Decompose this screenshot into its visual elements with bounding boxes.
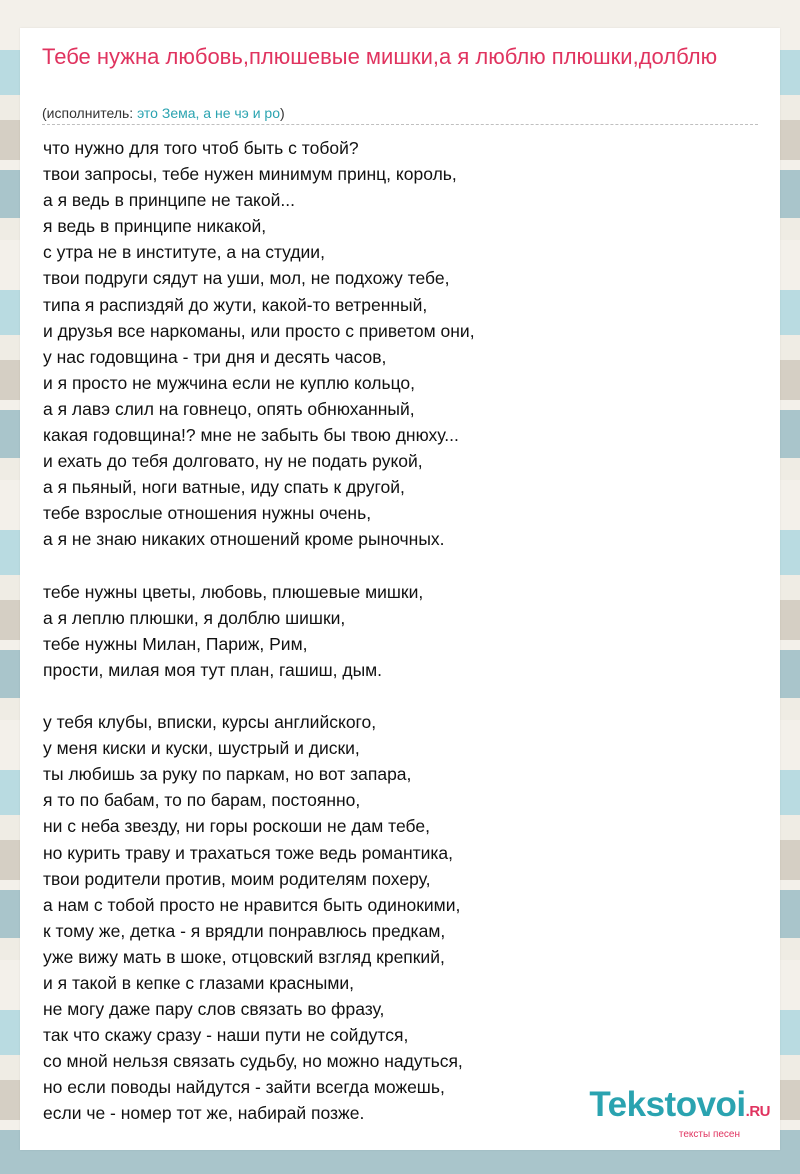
performer-line xyxy=(42,104,285,122)
lyric-line: твои подруги сядут на уши, мол, не подхожу тебе, xyxy=(43,268,450,289)
lyric-line: прости, милая моя тут план, гашиш, дым. xyxy=(43,659,383,680)
stanza-gap xyxy=(43,553,475,579)
lyric-line: твои родители против, моим родителям похеру, xyxy=(43,868,431,889)
logo-wordmark xyxy=(589,1087,770,1130)
lyrics-text xyxy=(43,135,475,1127)
lyric-line: тебе взрослые отношения нужны очень, xyxy=(43,503,372,524)
performer-prefix: (исполнитель: xyxy=(42,105,138,121)
lyric-line: твои запросы, тебе нужен минимум принц, король, xyxy=(43,164,457,185)
lyric-line: а нам с тобой просто не нравится быть одинокими, xyxy=(43,894,461,915)
lyric-line: уже вижу мать в шоке, отцовский взгляд крепкий, xyxy=(43,946,445,967)
lyric-line: ты любишь за руку по паркам, но вот запара, xyxy=(43,764,412,785)
lyric-line: не могу даже пару слов связать во фразу, xyxy=(43,999,385,1020)
title-divider xyxy=(42,124,758,125)
lyric-line: так что скажу сразу - наши пути не сойдутся, xyxy=(43,1025,409,1046)
lyric-line: я ведь в принципе никакой, xyxy=(43,216,267,237)
lyric-line: тебе нужны цветы, любовь, плюшевые мишки, xyxy=(43,581,424,602)
lyric-line: а я лавэ слил на говнецо, опять обнюханный, xyxy=(43,398,415,419)
site-logo[interactable] xyxy=(589,1087,770,1140)
logo-tagline: тексты песен xyxy=(678,1129,740,1140)
song-title: Тебе нужна любовь,плюшевые мишки,а я люблю плюшки,долблю xyxy=(42,44,718,69)
lyric-line: к тому же, детка - я врядли понравлюсь предкам, xyxy=(43,920,446,941)
logo-tld: .RU xyxy=(745,1103,770,1120)
lyric-line: типа я распиздяй до жути, какой-то ветренный, xyxy=(43,294,428,315)
lyric-line: а я не знаю никаких отношений кроме рыночных. xyxy=(43,529,445,550)
lyric-line: а я ведь в принципе не такой... xyxy=(43,190,296,211)
lyric-line: со мной нельзя связать судьбу, но можно надуться, xyxy=(43,1051,463,1072)
lyric-line: и друзья все наркоманы, или просто с приветом они, xyxy=(43,320,475,341)
lyric-line: и я просто не мужчина если не куплю кольцо, xyxy=(43,372,415,393)
performer-link[interactable]: это Зема, а не чэ и ро xyxy=(137,105,280,121)
lyric-line: а я леплю плюшки, я долблю шишки, xyxy=(43,607,346,628)
stanza-gap xyxy=(43,683,475,709)
lyric-line: у нас годовщина - три дня и десять часов, xyxy=(43,346,387,367)
lyric-line: я то по бабам, то по барам, постоянно, xyxy=(43,790,361,811)
lyrics-card xyxy=(20,28,780,1150)
lyric-line: но если поводы найдутся - зайти всегда можешь, xyxy=(43,1077,445,1098)
lyric-line: ни с неба звезду, ни горы роскоши не дам тебе, xyxy=(43,816,430,837)
lyric-line: у тебя клубы, вписки, курсы английского, xyxy=(43,712,377,733)
lyric-line: у меня киски и куски, шустрый и диски, xyxy=(43,738,360,759)
lyric-line: какая годовщина!? мне не забыть бы твою днюху... xyxy=(43,425,459,446)
lyric-line: что нужно для того чтоб быть с тобой? xyxy=(43,138,359,158)
lyric-line: но курить траву и трахаться тоже ведь романтика, xyxy=(43,842,454,863)
performer-suffix: ) xyxy=(280,105,285,121)
lyric-line: тебе нужны Милан, Париж, Рим, xyxy=(43,633,308,654)
lyric-line: и я такой в кепке с глазами красными, xyxy=(43,973,354,993)
lyric-line: а я пьяный, ноги ватные, иду спать к другой, xyxy=(43,477,405,498)
logo-name: Tekstovoi xyxy=(589,1085,746,1124)
lyric-line: и ехать до тебя долговато, ну не подать рукой, xyxy=(43,451,423,472)
lyric-line: если че - номер тот же, набирай позже. xyxy=(43,1103,365,1124)
lyric-line: с утра не в институте, а на студии, xyxy=(43,242,325,263)
